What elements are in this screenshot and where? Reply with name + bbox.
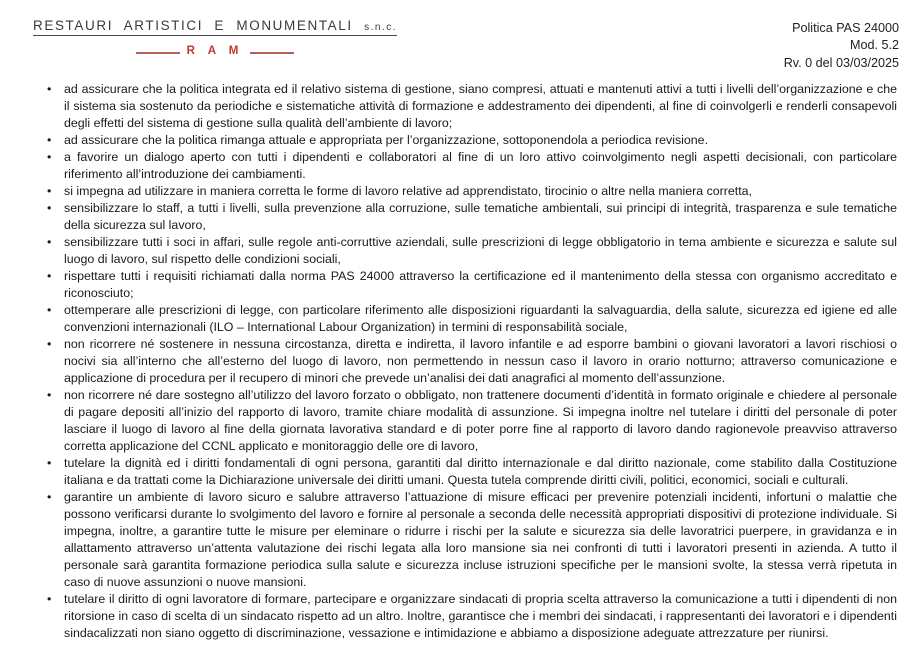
company-logo xyxy=(33,18,397,57)
policy-bullet-item: • garantire un ambiente di lavoro sicuro e salubre attraverso l’attuazione di misure efficaci per prevenire potenziali incidenti, infortuni o malattie che possono verificarsi durante lo svolgimento del lavoro e fornire al personale a seconda delle necessità appropriati dispositivi di protezione individuale. Si impegna, inoltre, a garantire tutte le misure per eleminare o ridurre i rischi per la salute e sicurezza sia delle lavoratrici puerpere, in gravidanza e in allattamento attraverso un’attenta valutazione dei rischi legata alla loro mansione sia nei confronti di tutti i lavoratori presenti in azienda. A tutto il personale sarà garantita formazione periodica sulla salute e sicurezza incluse istruzioni specifiche per le mansioni svolte, la stessa verrà ripetuta in caso di nuove assunzioni o nuove mansioni. xyxy=(45,489,897,591)
policy-bullet-list xyxy=(45,81,897,642)
document-revision: Rv. 0 del 03/03/2025 xyxy=(783,55,899,70)
document-title: Politica PAS 24000 xyxy=(792,21,899,35)
policy-bullet-item: • tutelare la dignità ed i diritti fondamentali di ogni persona, garantiti dal diritto internazionale e dal diritto nazionale, come stabilito dalla Costituzione italiana e da trattati come la Dichiarazione universale dei diritti umani. Questa tutela comprende diritti civili, politici, economici, sociali e culturali. xyxy=(45,455,897,489)
document-info xyxy=(784,18,899,72)
policy-bullet-item: • rispettare tutti i requisiti richiamati dalla norma PAS 24000 attraverso la certificazione ed il mantenimento della stessa con organismo accreditato e riconosciuto; xyxy=(45,268,897,302)
company-acronym: R A M xyxy=(186,45,244,57)
company-name xyxy=(33,18,397,36)
policy-bullet-item: • ad assicurare che la politica integrata ed il relativo sistema di gestione, siano compresi, attuati e mantenuti attivi a tutti i livelli dell’organizzazione e che il sistema sia sostenuto da periodiche e sistematiche attività di formazione e addestramento dei dipendenti, al fine di coinvolgerli e renderli consapevoli degli effetti del sistema di gestione sulla qualità dell’ambiente di lavoro; xyxy=(45,81,897,132)
company-acronym-row xyxy=(33,45,397,57)
document-header xyxy=(0,0,921,72)
company-suffix: s.n.c. xyxy=(364,22,397,33)
policy-bullet-item: • tutelare il diritto di ogni lavoratore di formare, partecipare e organizzare sindacati di propria scelta attraverso la comunicazione a tutti i dipendenti di non ritorsione in caso di scelta di un sindacato rispetto ad un altro. Inoltre, garantisce che i membri dei sindacati, i rappresentanti dei lavoratori e i dipendenti sindacalizzati non siano oggetto di discriminazione, vessazione e intimidazione e abbiamo a disposizione adeguate attrezzature per riunirsi. xyxy=(45,591,897,642)
company-name-text: RESTAURI ARTISTICI E MONUMENTALI xyxy=(33,18,353,33)
policy-bullet-item: • a favorire un dialogo aperto con tutti i dipendenti e collaboratori al fine di un loro attivo coinvolgimento negli aspetti decisionali, con particolare riferimento all’introduzione dei cambiamenti. xyxy=(45,149,897,183)
policy-bullet-item: • ottemperare alle prescrizioni di legge, con particolare riferimento alle disposizioni riguardanti la salvaguardia, della salute, sicurezza ed igiene ed alle convenzioni internazionali (ILO – International Labour Organization) in termini di responsabilità sociale, xyxy=(45,302,897,336)
acronym-right-rule xyxy=(250,52,294,54)
policy-bullet-item: • si impegna ad utilizzare in maniera corretta le forme di lavoro relative ad apprendistato, tirocinio o altre nella maniera corretta, xyxy=(45,183,897,200)
policy-content xyxy=(0,72,921,642)
document-model: Mod. 5.2 xyxy=(849,38,899,53)
acronym-left-rule xyxy=(136,52,180,54)
policy-bullet-item: • ad assicurare che la politica rimanga attuale e appropriata per l’organizzazione, sottoponendola a periodica revisione. xyxy=(45,132,897,149)
policy-bullet-item: • sensibilizzare lo staff, a tutti i livelli, sulla prevenzione alla corruzione, sulle tematiche ambientali, sui principi di integrità, trasparenza e sule tematiche della sicurezza sul lavoro, xyxy=(45,200,897,234)
policy-bullet-item: • sensibilizzare tutti i soci in affari, sulle regole anti-corruttive aziendali, sulle prescrizioni di legge obbligatorio in tema ambiente e sicurezza e salute sul luogo di lavoro, sul rispetto delle condizioni sociali, xyxy=(45,234,897,268)
policy-bullet-item: • non ricorrere né dare sostegno all’utilizzo del lavoro forzato o obbligato, non trattenere documenti d’identità in formato originale e chiedere al personale di pagare depositi all’inizio del rapporto di lavoro, tramite chiare modalità di assunzione. Si impegna inoltre nel tutelare i diritti del personale di poter lasciare il luogo di lavoro al fine della giornata lavorativa standard e di poter porre fine al rapporto di lavoro dando ragionevole preavviso attraverso corretta applicazione del CCNL applicato e monitoraggio delle ore di lavoro, xyxy=(45,387,897,455)
policy-bullet-item: • non ricorrere né sostenere in nessuna circostanza, diretta e indiretta, il lavoro infantile e ad esporre bambini o giovani lavoratori a lavori rischiosi o nocivi sia all’interno che all’esterno del luogo di lavoro, non permettendo in nessun caso il lavoro in orario notturno; attraverso comunicazione e applicazione di procedura per il recupero di minori che prevede un’analisi dei dati anagrafici al momento dell’assunzione. xyxy=(45,336,897,387)
